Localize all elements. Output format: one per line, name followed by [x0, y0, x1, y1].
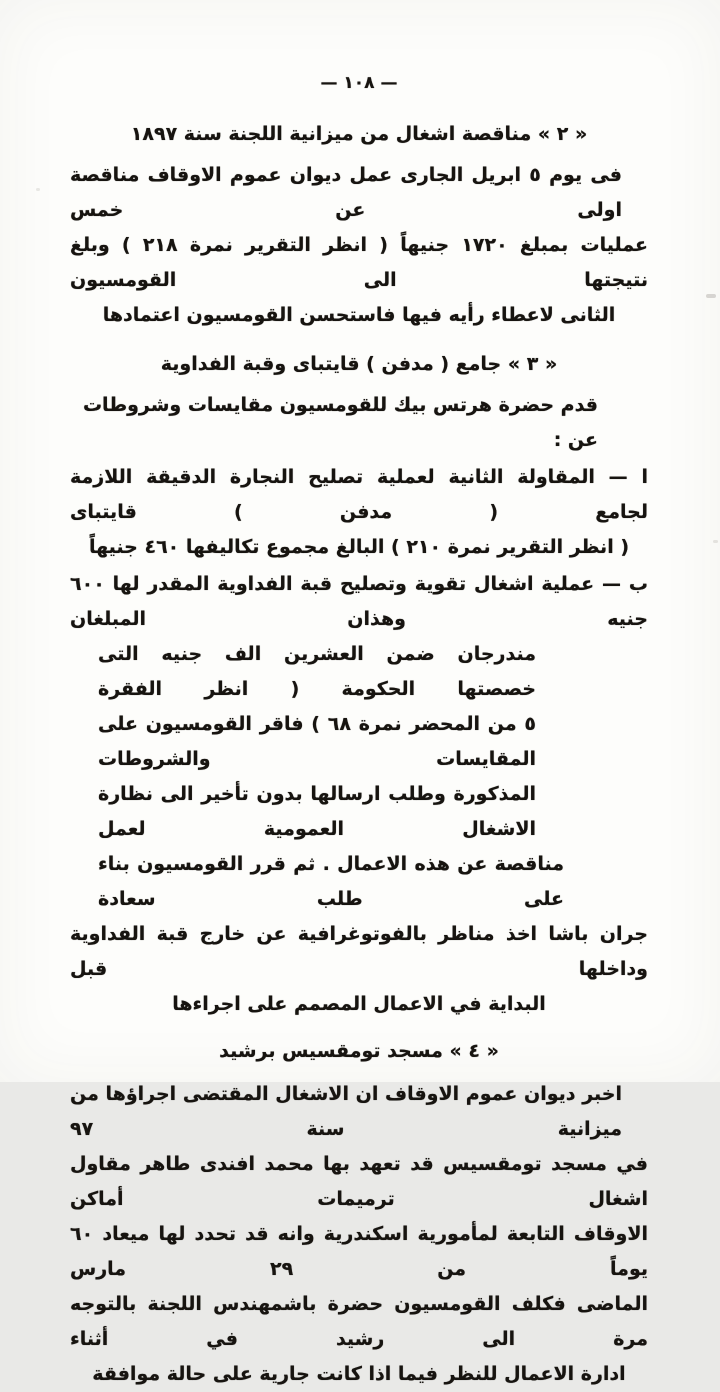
list-item-line: ٥ من المحضر نمرة ٦٨ ) فاقر القومسيون على المقايسات والشروطات — [98, 713, 536, 770]
page-number: — ١٠٨ — — [320, 73, 398, 93]
intro-line: قدم حضرة هرتس بيك للقومسيون مقايسات وشروطات عن : — [82, 394, 598, 451]
list-item-line: المذكورة وطلب ارسالها بدون تأخير الى نظارة الاشغال العمومية لعمل — [98, 783, 536, 840]
list-item-line: جران باشا اخذ مناظر بالفوتوغرافية عن خارج قبة الفداوية وداخلها قبل — [70, 923, 648, 980]
scan-artifact — [713, 540, 718, 543]
paragraph-line: الاوقاف التابعة لمأمورية اسكندرية وانه قد تحدد لها ميعاد ٦٠ يوماً من ٢٩ مارس — [70, 1223, 648, 1280]
scan-artifact — [706, 294, 716, 298]
list-item-line: ا — المقاولة الثانية لعملية تصليح النجارة الدقيقة اللازمة لجامع ( مدفن ) قايتباى — [70, 466, 648, 523]
list-item-a — [70, 460, 648, 565]
paragraph-line: عمليات بمبلغ ١٧٢٠ جنيهاً ( انظر التقرير نمرة ٢١٨ ) وبلغ نتيجتها الى القومسيون — [70, 234, 648, 291]
paragraph-line: الثانى لاعطاء رأيه فيها فاستحسن القومسيون اعتمادها — [102, 304, 616, 326]
section-heading-2: « ٢ » مناقصة اشغال من ميزانية اللجنة سنة ١٨٩٧ — [130, 123, 588, 145]
paragraph-line: اخبر ديوان عموم الاوقاف ان الاشغال المقتضى اجراؤها من ميزانية سنة ٩٧ — [70, 1083, 622, 1140]
paragraph-line: ادارة الاعمال للنظر فيما اذا كانت جارية على حالة موافقة — [92, 1363, 626, 1385]
scan-artifact — [36, 188, 40, 191]
paragraph-rashid — [70, 1077, 648, 1392]
paragraph-line: فى يوم ٥ ابريل الجارى عمل ديوان عموم الاوقاف مناقصة اولى عن خمس — [70, 164, 622, 221]
paragraph-tender — [70, 158, 648, 333]
section-heading-3: « ٣ » جامع ( مدفن ) قايتباى وقبة الفداوية — [160, 353, 558, 375]
list-item-b — [70, 567, 648, 1022]
paragraph-line: في مسجد تومقسيس قد تعهد بها محمد افندى طاهر مقاول اشغال ترميمات أماكن — [70, 1153, 648, 1210]
list-item-line: ب — عملية اشغال تقوية وتصليح قبة الفداوية المقدر لها ٦٠٠ جنيه وهذان المبلغان — [70, 573, 648, 630]
list-item-line: مناقصة عن هذه الاعمال . ثم قرر القومسيون بناء على طلب سعادة — [98, 853, 564, 910]
page-text-block — [70, 66, 648, 1392]
list-item-line: البداية في الاعمال المصمم على اجراءها — [172, 993, 546, 1015]
section-heading-4: « ٤ » مسجد تومقسيس برشيد — [219, 1040, 499, 1062]
paragraph-line: الماضى فكلف القومسيون حضرة باشمهندس اللجنة بالتوجه مرة الى رشيد في أثناء — [70, 1293, 648, 1350]
list-item-line: مندرجان ضمن العشرين الف جنيه التى خصصتها الحكومة ( انظر الفقرة — [98, 643, 536, 700]
list-item-line: ( انظر التقرير نمرة ٢١٠ ) البالغ مجموع تكاليفها ٤٦٠ جنيهاً — [88, 536, 630, 558]
